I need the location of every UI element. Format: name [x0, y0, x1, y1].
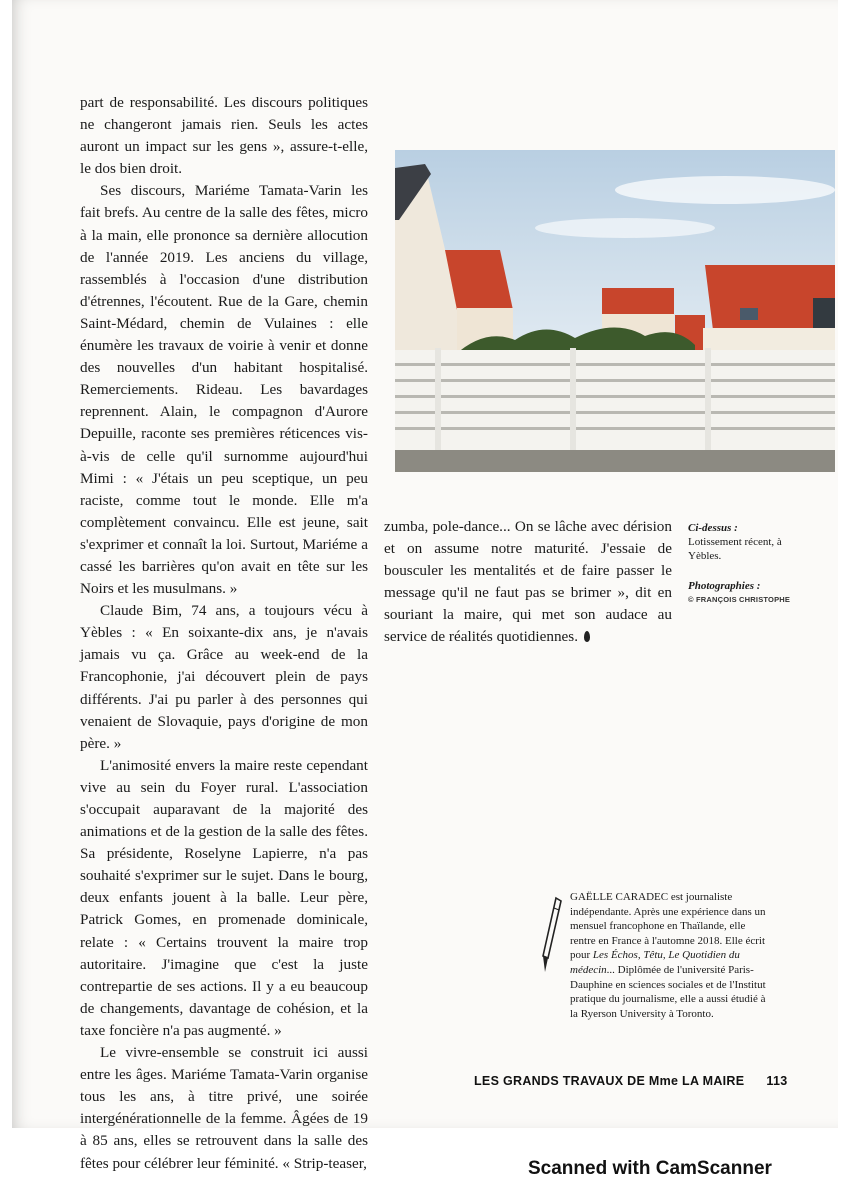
- fountain-pen-icon: [540, 896, 562, 976]
- bio-part: GAËLLE CARADEC est journaliste indépendante. Après une expérience dans un mensuel francophone en Thaïlande, elle rentre en France à l'automne 2018. Elle écrit pour: [570, 891, 766, 962]
- scanner-watermark: Scanned with CamScanner: [528, 1158, 772, 1179]
- page-number: 113: [766, 1074, 788, 1088]
- paragraph-text: zumba, pole-dance... On se lâche avec dérision et on assume notre maturité. J'essaie de bousculer les mentalités et de faire passer le message qu'il ne faut pas se brimer », dit en souriant la maire, qui met son audace au service de réalités quotidiennes.: [384, 518, 672, 646]
- photo-illustration: [395, 150, 835, 472]
- photo-caption: [688, 521, 808, 607]
- photo-credit: © FRANÇOIS CHRISTOPHE: [688, 595, 791, 604]
- paragraph: [384, 516, 672, 649]
- article-column-middle: [384, 516, 672, 649]
- credit-label: Photographies :: [688, 580, 761, 592]
- running-title: LES GRANDS TRAVAUX DE Mme LA MAIRE: [474, 1074, 745, 1088]
- paragraph: Ses discours, Mariéme Tamata-Varin les fait brefs. Au centre de la salle des fêtes, micro à la main, elle prononce sa dernière allocution de l'année 2019. Les anciens du village, rassemblés à l'occasion d'une distribution d'étrennes, l'écoutent. Rue de la Gare, chemin Saint-Médard, chemin de Vulaines : elle énumère les travaux de voirie à venir et donne des nouvelles d'un habitant hospitalisé. Remerciements. Rideau. Les bavardages reprennent. Alain, le compagnon d'Aurore Depuille, raconte ses premières réticences vis-à-vis de celle qu'il surnomme aujourd'hui Mimi : « J'étais un peu sceptique, un peu raciste, comme tout le monde. Elle m'a complètement convaincu. Elle est jeune, sait s'exprimer et connaît la loi. Surtout, Mariéme a cassé les barrières qu'on avait en tête sur les Noirs et les musulmans. »: [80, 182, 368, 598]
- housing-estate-photo: [395, 150, 835, 472]
- bio-part: ... Diplômée de l'université Paris-Dauphine en sciences sociales et de l'Institut pratique du journalisme, elle a aussi étudié à la Ryerson University à Toronto.: [570, 963, 766, 1020]
- paragraph: L'animosité envers la maire reste cependant vive au sein du Foyer rural. L'association s'occupait auparavant de la majorité des animations et de la gestion de la salle des fêtes. Sa présidente, Roselyne Lapierre, n'a pas souhaité s'exprimer sur le sujet. Dans le bourg, deux enfants jouent à la balle. Leur père, Patrick Gomes, en promenade dominicale, relate : « Certains trouvent la maire trop autoritaire. J'imagine que c'est la juste contrepartie de ses actions. Il y a eu beaucoup de changements, davantage de cohésion, et la taxe foncière n'a pas augmenté. »: [80, 756, 368, 1039]
- caption-text: Lotissement récent, à Yèbles.: [688, 536, 782, 562]
- paragraph: part de responsabilité. Les discours politiques ne changeront jamais rien. Seuls les actes auront un impact sur les gens », assure-t-elle, le dos bien droit.: [80, 94, 368, 178]
- paragraph: Claude Bim, 74 ans, a toujours vécu à Yèbles : « En soixante-dix ans, je n'avais jamais vu ça. Grâce au week-end de la Francophonie, j'ai découvert plein de pays différents. J'ai pu parler à des personnes qui venaient de Slovaquie, pays d'origine de mon père. »: [80, 602, 368, 752]
- paragraph: Le vivre-ensemble se construit ici aussi entre les âges. Mariéme Tamata-Varin organise tous les ans, à titre privé, une soirée intergénérationnelle de la femme. Âgées de 19 à 85 ans, elles se retrouvent dans la salle des fêtes pour célébrer leur féminité. « Strip-teaser,: [80, 1044, 368, 1172]
- article-column-left: [80, 92, 368, 1175]
- caption-label: Ci-dessus :: [688, 522, 738, 534]
- page-footer: [474, 1074, 787, 1088]
- bio-publications: Les Échos, Têtu, Le Quotidien du médecin: [570, 949, 740, 976]
- bio-text: [570, 890, 770, 1021]
- end-of-article-mark: [584, 631, 590, 642]
